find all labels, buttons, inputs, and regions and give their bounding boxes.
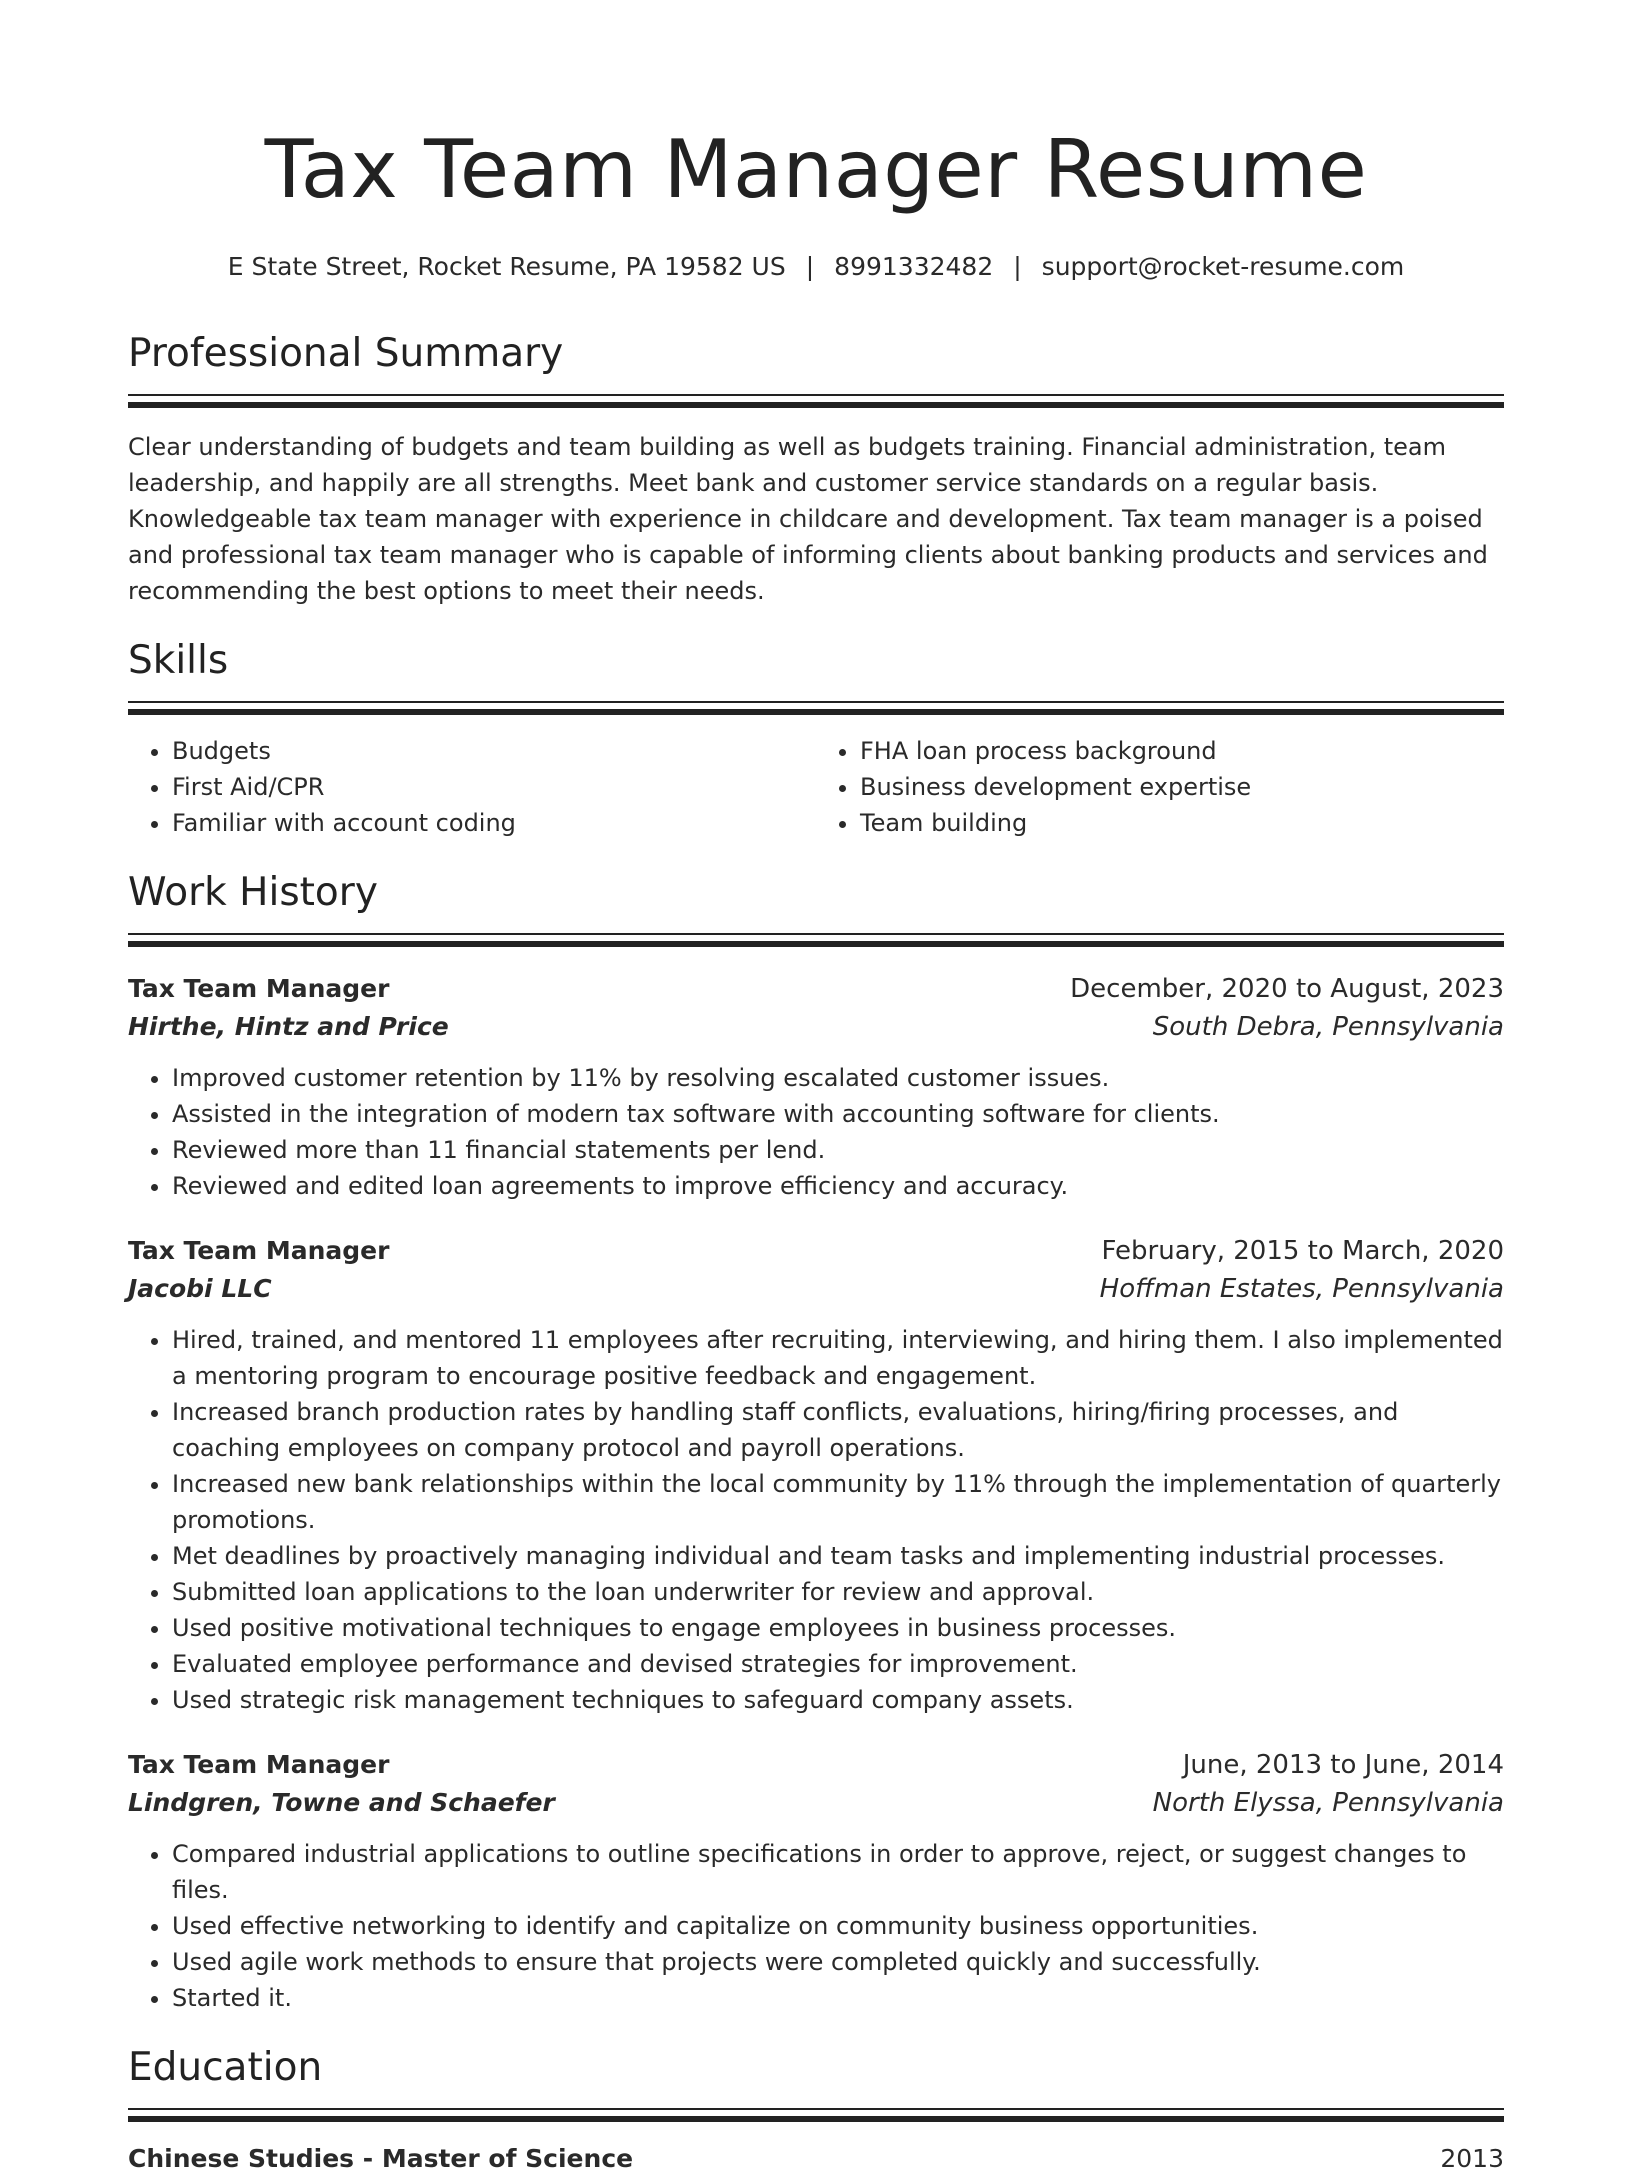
section-divider [128,933,1504,948]
job-header-row [128,1746,1504,1784]
job-bullets [128,1060,1504,1204]
job-entry [128,970,1504,1204]
job-title: Tax Team Manager [128,974,390,1003]
job-bullet: • Assisted in the integration of modern tax software with accounting software for clients. [172,1096,1504,1132]
education-degree: Chinese Studies - Master of Science [128,2144,634,2173]
job-bullet: • Increased new bank relationships within the local community by 11% through the implementation of quarterly promotions. [172,1466,1504,1538]
job-bullet: • Used effective networking to identify and capitalize on community business opportunities. [172,1908,1504,1944]
job-company-row [128,1270,1504,1308]
job-entry [128,1232,1504,1718]
job-bullet: • Compared industrial applications to outline specifications in order to approve, reject, or suggest changes to files. [172,1836,1504,1908]
contact-separator: | [805,252,815,281]
contact-address: E State Street, Rocket Resume, PA 19582 US [227,252,786,281]
skill-item: • First Aid/CPR [172,769,816,805]
job-bullet: • Submitted loan applications to the loan underwriter for review and approval. [172,1574,1504,1610]
skills-column-right [816,733,1504,841]
job-location: Hoffman Estates, Pennsylvania [1099,1274,1504,1304]
job-bullet: • Used agile work methods to ensure that projects were completed quickly and successfully. [172,1944,1504,1980]
job-header-row [128,970,1504,1008]
skill-item: • Team building [860,805,1504,841]
job-company-row [128,1784,1504,1822]
job-bullet: • Reviewed and edited loan agreements to improve efficiency and accuracy. [172,1168,1504,1204]
job-bullets [128,1322,1504,1718]
skills-section [128,635,1504,841]
job-company: Hirthe, Hintz and Price [128,1012,449,1041]
skill-item: • FHA loan process background [860,733,1504,769]
skills-list-right [816,733,1504,841]
job-bullet: • Used strategic risk management techniques to safeguard company assets. [172,1682,1504,1718]
job-company: Jacobi LLC [128,1274,272,1303]
skill-item: • Budgets [172,733,816,769]
job-entry [128,1746,1504,2016]
job-location: South Debra, Pennsylvania [1152,1012,1504,1042]
summary-heading: Professional Summary [128,331,564,376]
contact-email: support@rocket-resume.com [1041,252,1405,281]
job-bullet: • Met deadlines by proactively managing individual and team tasks and implementing industrial processes. [172,1538,1504,1574]
section-divider [128,701,1504,716]
job-location: North Elyssa, Pennsylvania [1152,1788,1504,1818]
contact-line [128,250,1504,284]
job-bullet: • Reviewed more than 11 financial statements per lend. [172,1132,1504,1168]
skills-list-left [128,733,816,841]
summary-section [128,328,1504,609]
job-title: Tax Team Manager [128,1750,390,1779]
skill-item: • Familiar with account coding [172,805,816,841]
job-company: Lindgren, Towne and Schaefer [128,1788,555,1817]
summary-text: Clear understanding of budgets and team building as well as budgets training. Financial administration, team leadership, and happily are all strengths. Meet bank and customer service standards on a regular basis. Knowledgeable tax team manager with experience in childcare and development. Tax team manager is a poised and professional tax team manager who is capable of informing clients about banking products and services and recommending the best options to meet their needs. [128,433,1488,605]
job-bullets [128,1836,1504,2016]
job-bullet: • Started it. [172,1980,1504,2016]
job-bullet: • Evaluated employee performance and devised strategies for improvement. [172,1646,1504,1682]
contact-phone: 8991332482 [834,252,994,281]
skill-item: • Business development expertise [860,769,1504,805]
education-year: 2013 [1440,2144,1504,2173]
work-history-section [128,867,1504,2016]
job-dates: February, 2015 to March, 2020 [1101,1236,1504,1266]
job-bullet: • Improved customer retention by 11% by resolving escalated customer issues. [172,1060,1504,1096]
contact-separator: | [1013,252,1022,281]
job-dates: June, 2013 to June, 2014 [1182,1750,1504,1780]
section-divider [128,394,1504,409]
job-bullet: • Increased branch production rates by handling staff conflicts, evaluations, hiring/firing processes, and coaching employees on company protocol and payroll operations. [172,1394,1504,1466]
job-bullet: • Used positive motivational techniques to engage employees in business processes. [172,1610,1504,1646]
education-entry [128,2141,1504,2177]
skills-column-left [128,733,816,841]
resume-title: Tax Team Manager Resume [264,123,1368,216]
job-company-row [128,1008,1504,1046]
job-title: Tax Team Manager [128,1236,390,1265]
skills-heading: Skills [128,638,229,683]
section-divider [128,2108,1504,2123]
education-heading: Education [128,2045,323,2090]
job-header-row [128,1232,1504,1270]
job-bullet: • Hired, trained, and mentored 11 employees after recruiting, interviewing, and hiring them. I also implemented a mentoring program to encourage positive feedback and engagement. [172,1322,1504,1394]
job-dates: December, 2020 to August, 2023 [1070,974,1504,1004]
education-section [128,2042,1504,2177]
skills-columns [128,733,1504,841]
work-history-heading: Work History [128,870,378,915]
